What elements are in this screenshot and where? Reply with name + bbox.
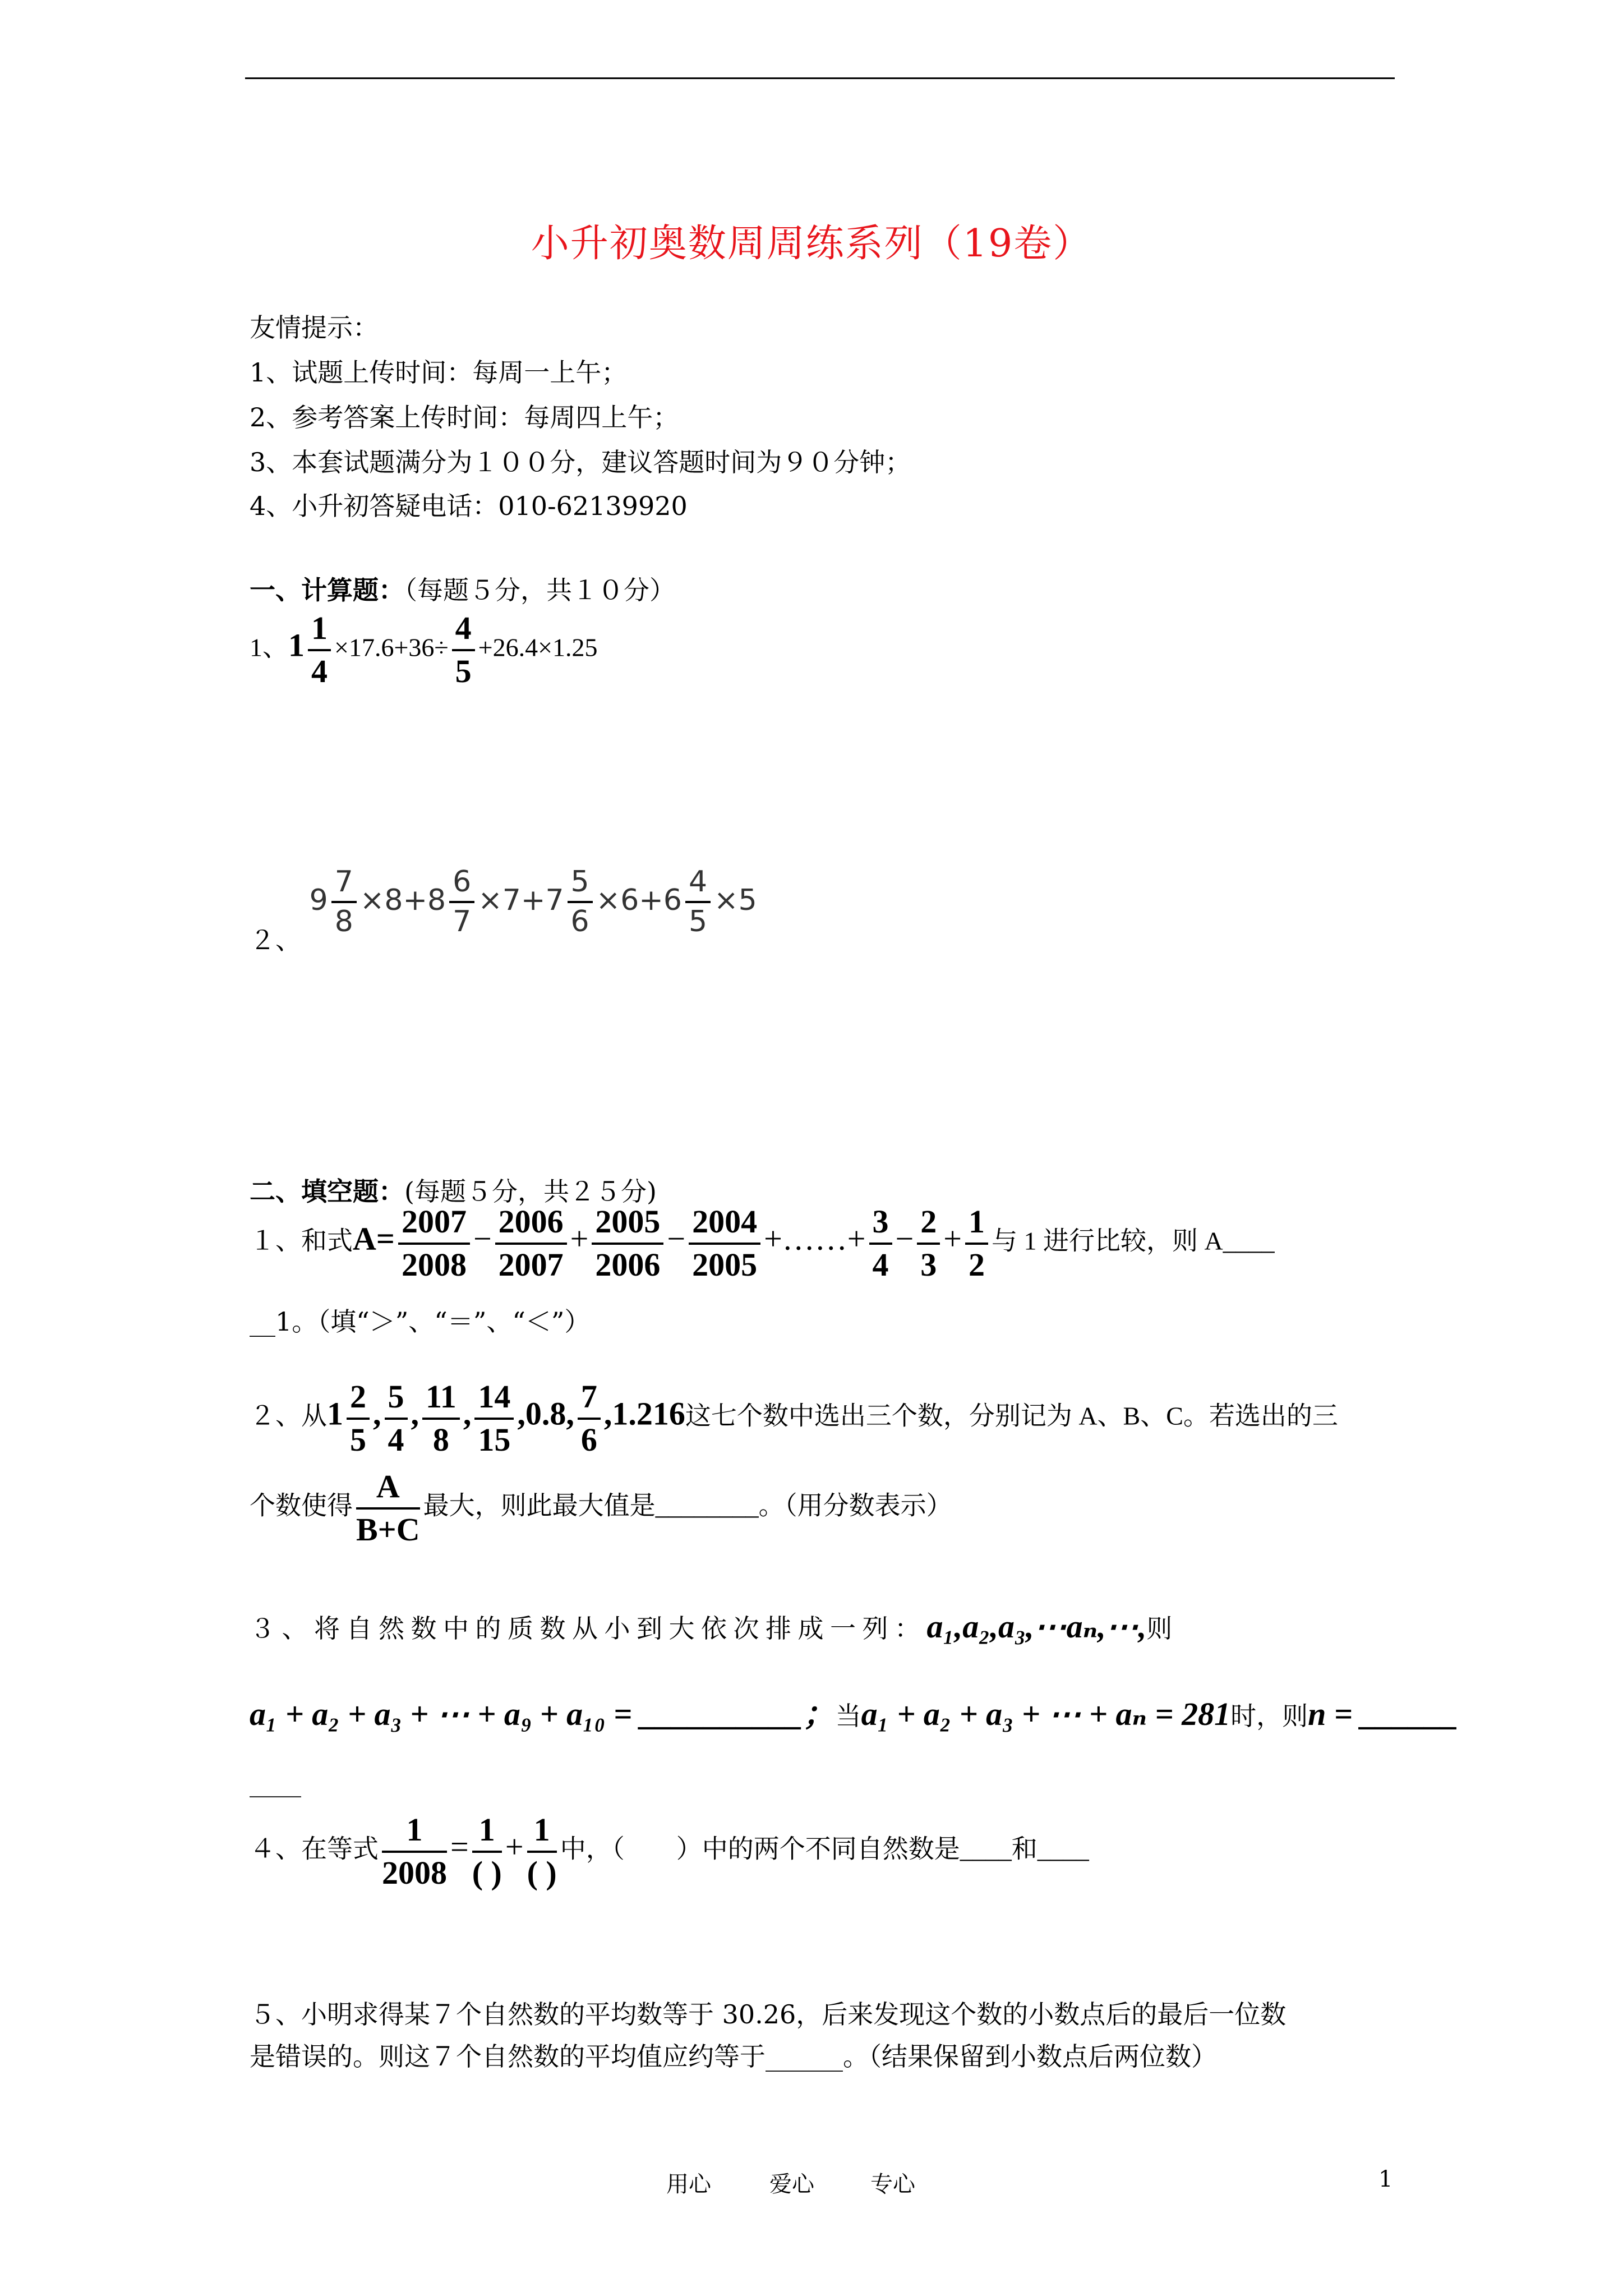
notice-item-4: 4、小升初答疑电话：010-62139920: [250, 491, 688, 521]
q1-label: 1、: [250, 633, 288, 662]
fill-question-3-line2: a₁ + a₂ + a₃ + ⋯ + a₉ + a₁₀ = __________；当a₁ + a₂ + a₃ + ⋯ + aₙ = 281时，则n = ______: [250, 1696, 1459, 1732]
section2-note: (每题５分，共２５分): [404, 1176, 657, 1207]
fill-question-2: ２、从1 $\frac{2}{5}$ , $\frac{5}{4}$ , $\frac{11}{8}$ , $\frac{14}{15}$ ,0.8, $\frac{7}{6}$ ,1.216这七个数中选出三个数，分别记为 A、B、C。若选出的三: [250, 1378, 1338, 1458]
q2-label: ２、: [250, 924, 301, 955]
q2-expression: 9 $\frac{7}{8}$ ×8+8 $\frac{6}{7}$ ×7+7 $\frac{5}{6}$ ×6+6 $\frac{4}{5}$ ×5: [309, 865, 757, 938]
section2-heading: 二、填空题：: [250, 1176, 404, 1207]
notice-heading: 友情提示：: [250, 312, 379, 343]
page-title: 小升初奥数周周练系列（19卷）: [531, 222, 1092, 266]
section1-heading: 一、计算题：: [250, 575, 404, 605]
fill-question-4: ４、在等式 $\frac{1}{2008}$ = $\frac{1}{( )}$ + $\frac{1}{( )}$ 中，（ ）中的两个不同自然数是____和____: [250, 1811, 1089, 1891]
fill-question-5-line2: 是错误的。则这７个自然数的平均值应约等于______。（结果保留到小数点后两位数）: [250, 2041, 1217, 2072]
q1-mid: ×17.6+36÷: [334, 633, 449, 662]
notice-item-2: 2、参考答案上传时间：每周四上午；: [250, 402, 679, 432]
section1-note: （每题５分，共１０分）: [404, 575, 675, 605]
calc-question-1: [250, 611, 598, 689]
fill-question-5-line1: ５、小明求得某７个自然数的平均数等于 30.26，后来发现这个数的小数点后的最后一位数: [250, 1999, 1287, 2030]
q1-whole: 1: [288, 627, 305, 664]
calc-question-2: [250, 865, 757, 955]
notice-item-1: 1、试题上传时间：每周一上午；: [250, 357, 628, 388]
q1-tail: +26.4×1.25: [478, 633, 598, 662]
q1-fraction-2: $\frac{4}{5}$: [452, 611, 475, 689]
fill-question-1-line2: __1。（填“＞”、“＝”、“＜”）: [250, 1306, 591, 1337]
notice-item-3: 3、本套试题满分为１００分，建议答题时间为９０分钟；: [250, 447, 911, 477]
fill-question-3: ３ 、 将 自 然 数 中 的 质 数 从 小 到 大 依 次 排 成 一 列 ： a₁,a₂,a₃,⋯aₙ,⋯,则: [250, 1608, 1173, 1645]
footer-motto-3: 专心: [870, 2171, 915, 2197]
q1-fraction-1: $\frac{1}{4}$: [308, 611, 331, 689]
fill-question-1: １、和式A= $\frac{2007}{2008}$ − $\frac{2006}{2007}$ + $\frac{2005}{2006}$ − $\frac{2004}{2005}$ +……+ $\frac{3}{4}$ − $\frac{2}{3}$ + $\frac{1}{2}$ 与 1 进行比较，则 A____: [250, 1203, 1275, 1283]
page-number: 1: [1378, 2166, 1393, 2192]
section1-title: [250, 570, 675, 607]
footer-motto-2: 爱心: [769, 2171, 814, 2197]
fill-question-2-line2: 个数使得 $\frac{A}{B+C}$ 最大，则此最大值是________。（用分数表示）: [250, 1468, 952, 1548]
fill-question-3-line3: ____: [250, 1767, 301, 1797]
footer-motto-1: 用心: [666, 2171, 711, 2197]
header-rule: [245, 77, 1395, 79]
